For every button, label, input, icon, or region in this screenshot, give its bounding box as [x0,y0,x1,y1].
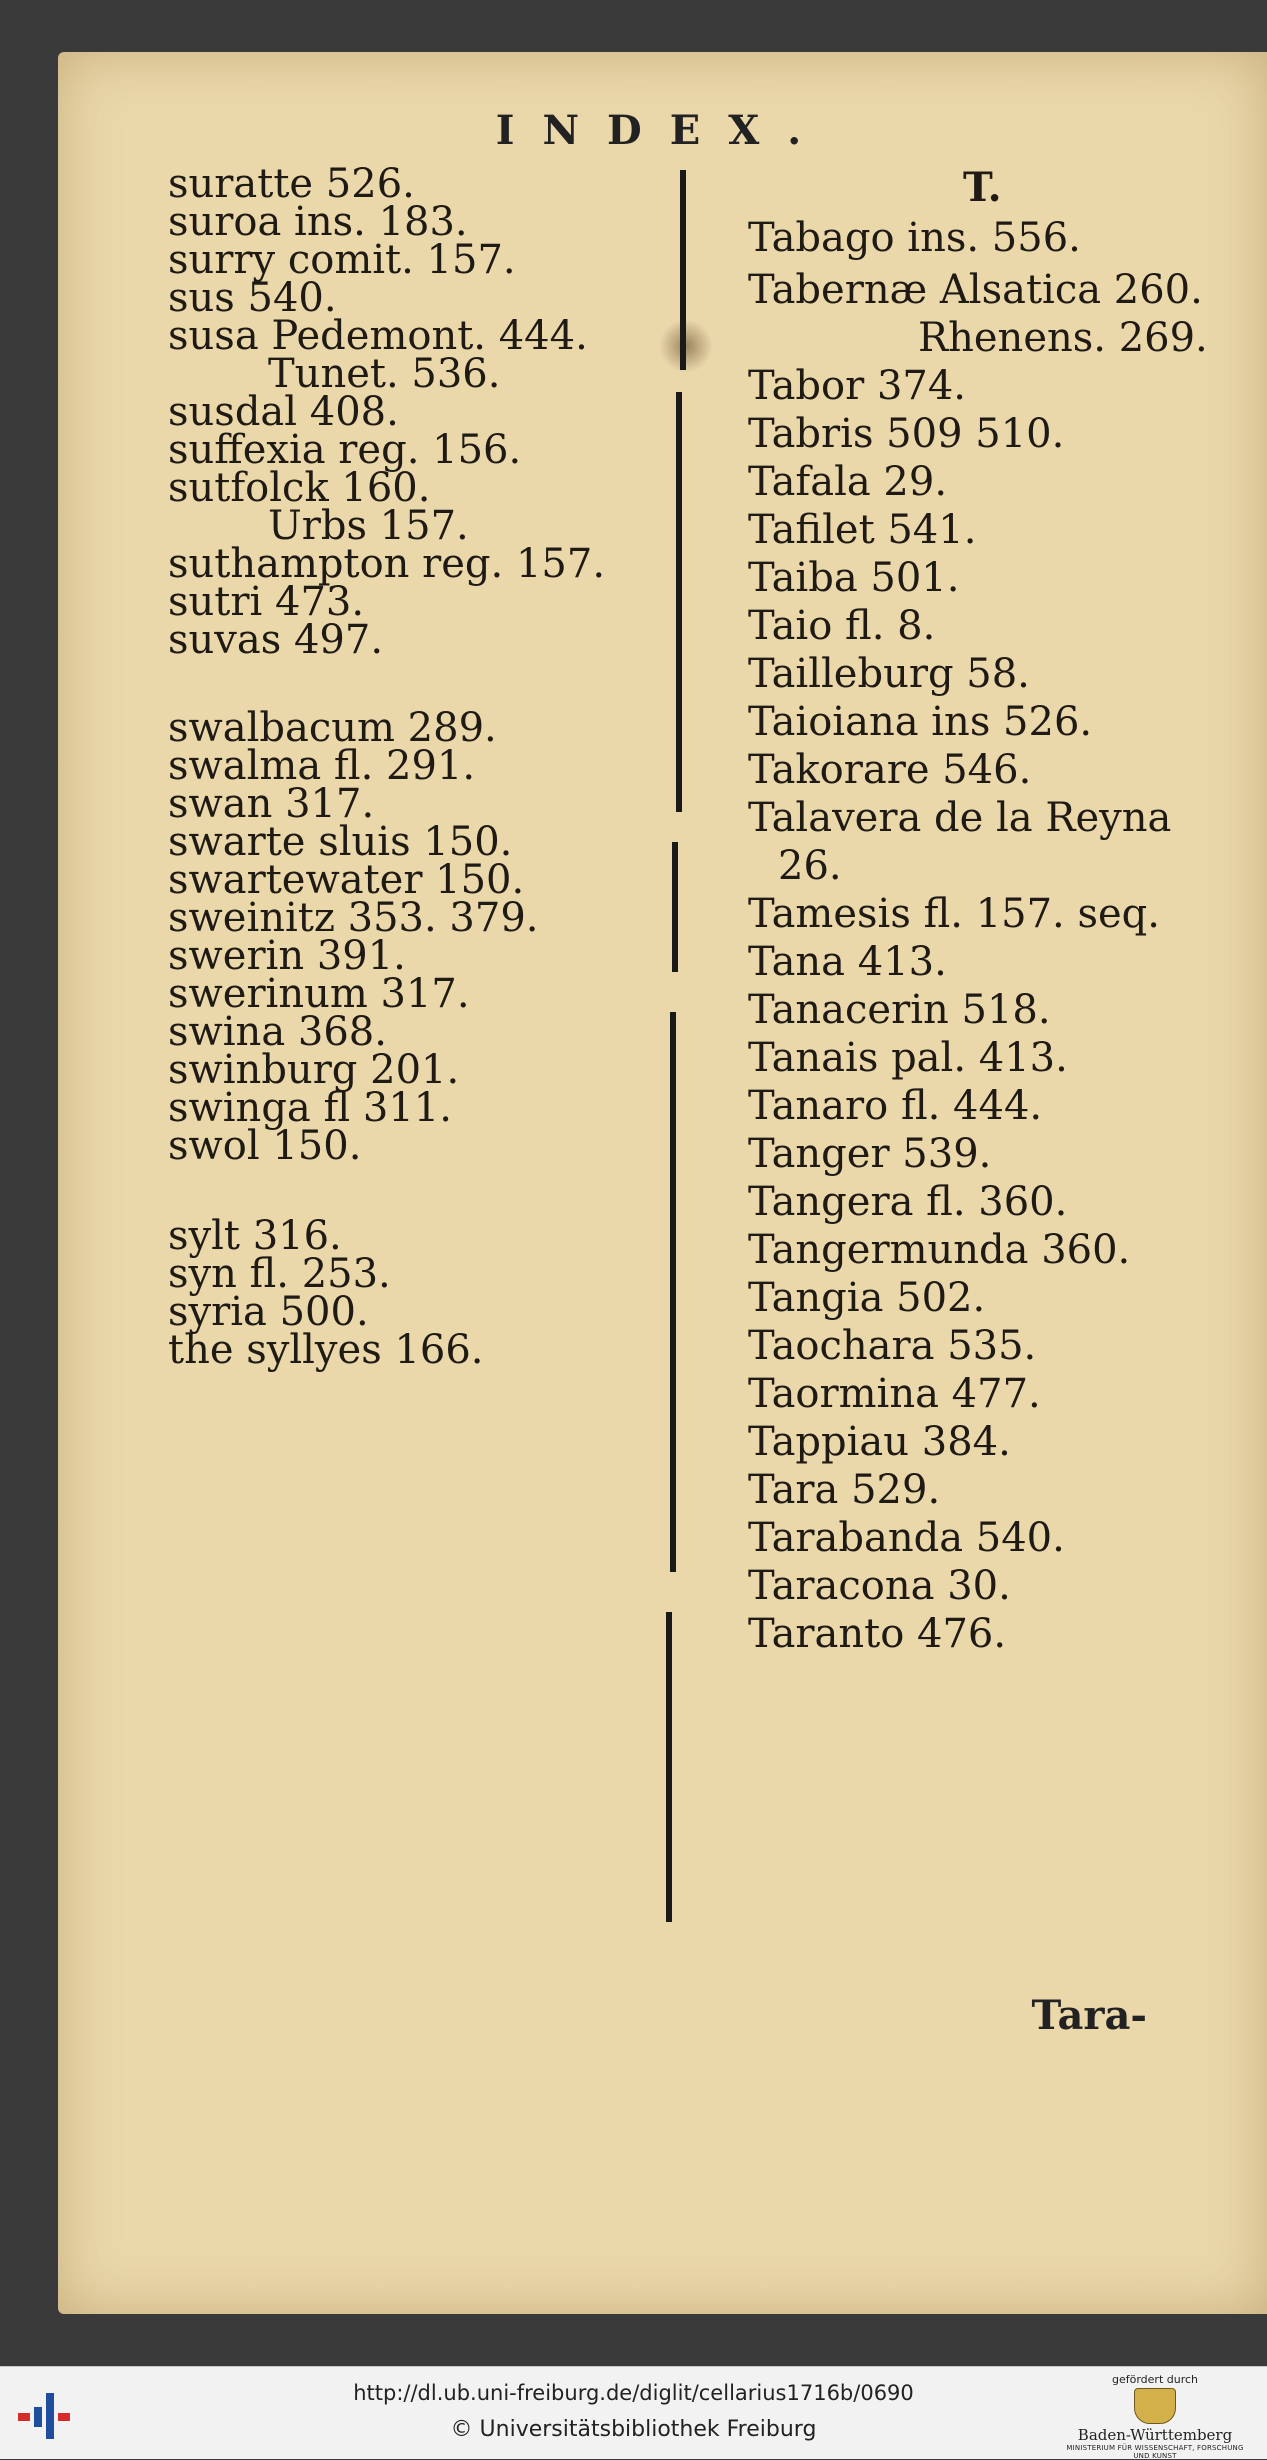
index-entry: Tafilet 541. [748,507,977,553]
index-entry: Urbs 157. [268,503,469,549]
book-page [58,52,1267,2314]
index-entry: syria 500. [168,1289,369,1335]
index-entry: sylt 316. [168,1213,342,1259]
index-entry: 26. [778,843,842,889]
copyright-text: © Universitätsbibliothek Freiburg [450,2417,817,2442]
index-entry: swalbacum 289. [168,705,497,751]
column-rule [666,1612,672,1922]
index-entry: Taiba 501. [748,555,960,601]
index-entry: Tafala 29. [748,459,948,505]
index-entry: Taio fl. 8. [748,603,936,649]
index-entry: susdal 408. [168,389,399,435]
index-entry: Tana 413. [748,939,947,985]
index-entry: swan 317. [168,781,375,827]
index-entry: Tanais pal. 413. [748,1035,1068,1081]
catchword: Tara- [1031,1992,1147,2039]
index-entry: swerinum 317. [168,971,470,1017]
section-letter: T. [963,164,1002,211]
index-entry: Tabernæ Alsatica 260. [748,267,1203,313]
column-rule [670,1012,676,1572]
index-entry: Tappiau 384. [748,1419,1011,1465]
index-entry: swalma fl. 291. [168,743,476,789]
index-entry: Talavera de la Reyna [748,795,1172,841]
index-entry: Tabor 374. [748,363,967,409]
sponsor-logo [1065,2373,1245,2460]
index-entry: Tarabanda 540. [748,1515,1065,1561]
index-entry: sutri 473. [168,579,365,625]
index-entry: sweinitz 353. 379. [168,895,539,941]
index-entry: suvas 497. [168,617,384,663]
column-rule [680,170,686,370]
index-entry: syn fl. 253. [168,1251,391,1297]
index-entry: sus 540. [168,275,337,321]
column-rule [672,842,678,972]
viewer-footer [0,2366,1267,2459]
index-entry: Rhenens. 269. [918,315,1208,361]
index-entry: Tangia 502. [748,1275,986,1321]
permalink-url[interactable]: http://dl.ub.uni-freiburg.de/diglit/cellarius1716b/0690 [353,2381,914,2405]
index-entry: Tamesis fl. 157. seq. [748,891,1160,937]
index-entry: swol 150. [168,1123,362,1169]
index-entry: Tanaro fl. 444. [748,1083,1043,1129]
page-header: INDEX. [495,107,830,154]
sponsor-line: gefördert durch [1111,2373,1199,2386]
index-entry: Taormina 477. [748,1371,1041,1417]
index-entry: the syllyes 166. [168,1327,484,1373]
index-entry: Taioiana ins 526. [748,699,1093,745]
index-entry: Taranto 476. [748,1611,1007,1657]
coat-of-arms-icon [1134,2388,1176,2424]
page-stain [658,320,714,372]
sponsor-ministry: MINISTERIUM FÜR WISSENSCHAFT, FORSCHUNG UND KUNST [1066,2444,1244,2460]
index-entry: suffexia reg. 156. [168,427,522,473]
index-entry: Taracona 30. [748,1563,1011,1609]
index-entry: Tanger 539. [748,1131,992,1177]
index-entry: sutfolck 160. [168,465,431,511]
index-entry: swina 368. [168,1009,387,1055]
index-entry: surry comit. 157. [168,237,516,283]
index-entry: swartewater 150. [168,857,525,903]
index-entry: suratte 526. [168,161,415,207]
index-entry: swarte sluis 150. [168,819,513,865]
column-rule [676,392,682,812]
index-entry: swinburg 201. [168,1047,460,1093]
index-entry: Tailleburg 58. [748,651,1030,697]
index-entry: Tunet. 536. [268,351,501,397]
index-entry: Takorare 546. [748,747,1032,793]
index-entry: Tanacerin 518. [748,987,1051,1033]
index-entry: Tabago ins. 556. [748,215,1081,261]
index-entry: susa Pedemont. 444. [168,313,588,359]
index-entry: swerin 391. [168,933,406,979]
index-entry: swinga fl 311. [168,1085,452,1131]
index-entry: Tara 529. [748,1467,941,1513]
index-entry: Tangera fl. 360. [748,1179,1068,1225]
sponsor-name: Baden-Württemberg [1077,2426,1233,2444]
index-entry: suthampton reg. 157. [168,541,606,587]
index-entry: Tabris 509 510. [748,411,1065,457]
index-entry: Taochara 535. [748,1323,1037,1369]
index-entry: Tangermunda 360. [748,1227,1131,1273]
index-entry: suroa ins. 183. [168,199,468,245]
